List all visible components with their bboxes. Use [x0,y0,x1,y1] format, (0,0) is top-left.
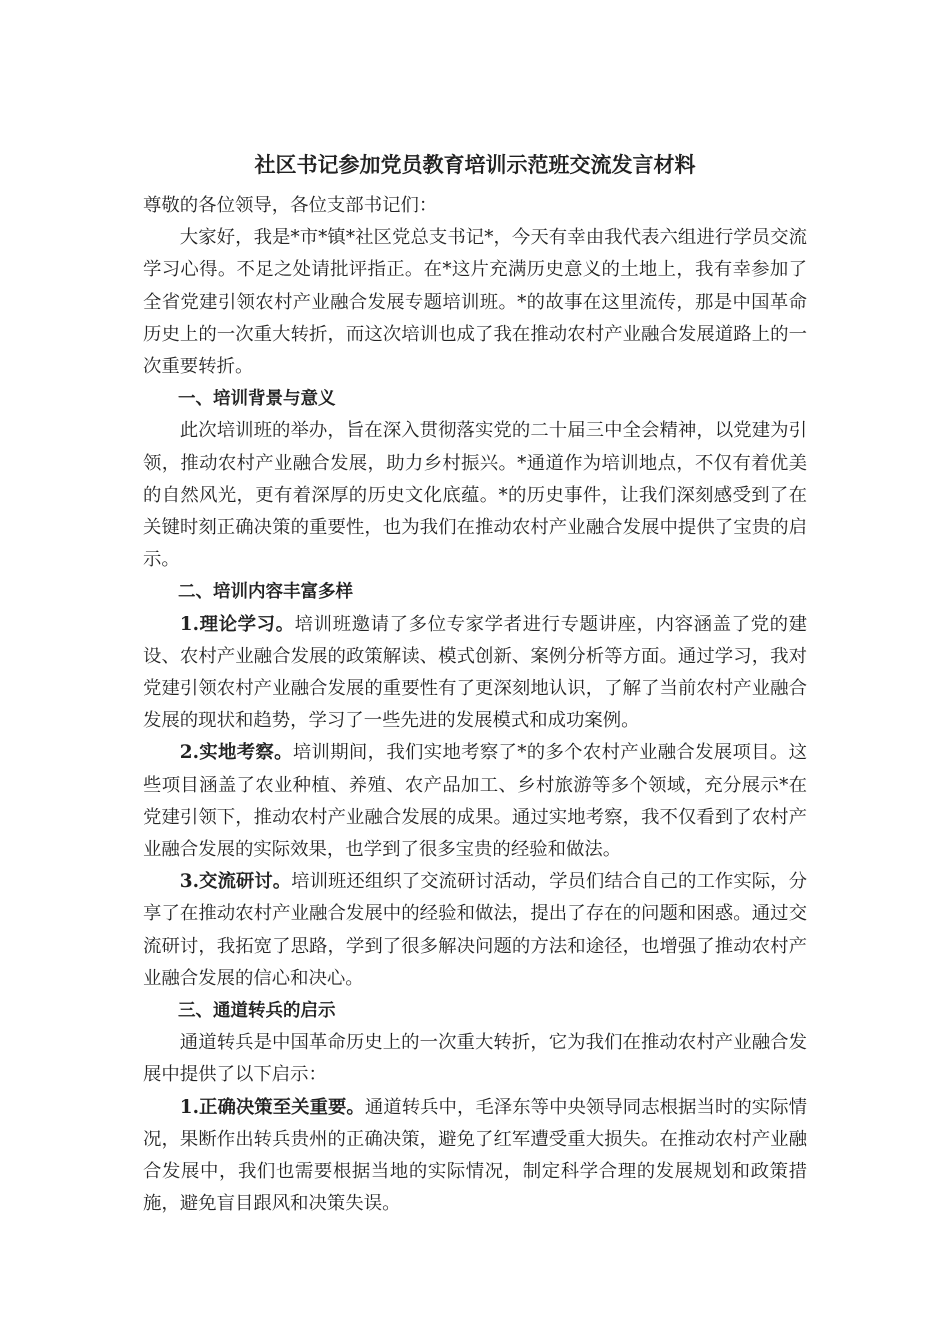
section-paragraph-background: 此次培训班的举办，旨在深入贯彻落实党的二十届三中全会精神，以党建为引领，推动农村产业融合发展，助力乡村振兴。*通道作为培训地点，不仅有着优美的自然风光，更有着深厚的历史文化底蕴。*的历史事件，让我们深刻感受到了在关键时刻正确决策的重要性，也为我们在推动农村产业融合发展中提供了宝贵的启示。 [143,420,807,571]
item-lead: 2.实地考察。 [179,742,293,764]
content-item-field-visit [143,737,807,866]
item-text: 通道转兵中，毛泽东等中央领导同志根据当时的实际情况，果断作出转兵贵州的正确决策，避免了红军遭受重大损失。在推动农村产业融合发展中，我们也需要根据当地的实际情况，制定科学合理的发展规划和政策措施，避免盲目跟风和决策失误。 [143,1096,807,1215]
intro-paragraph: 大家好，我是*市*镇*社区党总支书记*，今天有幸由我代表六组进行学员交流学习心得。不足之处请批评指正。在*这片充满历史意义的土地上，我有幸参加了全省党建引领农村产业融合发展专题培训班。*的故事在这里流传，那是中国革命历史上的一次重大转折，而这次培训也成了我在推动农村产业融合发展道路上的一次重要转折。 [143,227,807,378]
section-heading-inspiration: 三、通道转兵的启示 [178,1001,336,1022]
item-lead: 3.交流研讨。 [179,871,292,893]
document-title: 社区书记参加党员教育培训示范班交流发言材料 [254,153,696,177]
section-paragraph-inspiration: 通道转兵是中国革命历史上的一次重大转折，它为我们在推动农村产业融合发展中提供了以下启示： [143,1032,807,1086]
item-lead: 1.理论学习。 [179,613,295,635]
salutation: 尊敬的各位领导，各位支部书记们： [143,195,438,216]
content-item-theory [143,609,807,738]
item-text: 培训班邀请了多位专家学者进行专题讲座，内容涵盖了党的建设、农村产业融合发展的政策解读、模式创新、案例分析等方面。通过学习，我对党建引领农村产业融合发展的重要性有了更深刻地认识，了解了当前农村产业融合发展的现状和趋势，学习了一些先进的发展模式和成功案例。 [143,613,807,732]
item-text: 培训班还组织了交流研讨活动，学员们结合自己的工作实际，分享了在推动农村产业融合发展中的经验和做法，提出了存在的问题和困惑。通过交流研讨，我拓宽了思路，学到了很多解决问题的方法和途径，也增强了推动农村产业融合发展的信心和决心。 [143,871,807,989]
inspiration-item-decision [143,1092,807,1221]
content-item-discussion [143,866,807,995]
document-body [143,190,807,1221]
item-lead: 1.正确决策至关重要。 [179,1096,365,1118]
section-heading-background: 一、培训背景与意义 [178,389,336,410]
item-text: 培训期间，我们实地考察了*的多个农村产业融合发展项目。这些项目涵盖了农业种植、养殖、农产品加工、乡村旅游等多个领域，充分展示*在党建引领下，推动农村产业融合发展的成果。通过实地考察，我不仅看到了农村产业融合发展的实际效果，也学到了很多宝贵的经验和做法。 [143,742,807,861]
section-heading-content: 二、培训内容丰富多样 [178,582,353,603]
